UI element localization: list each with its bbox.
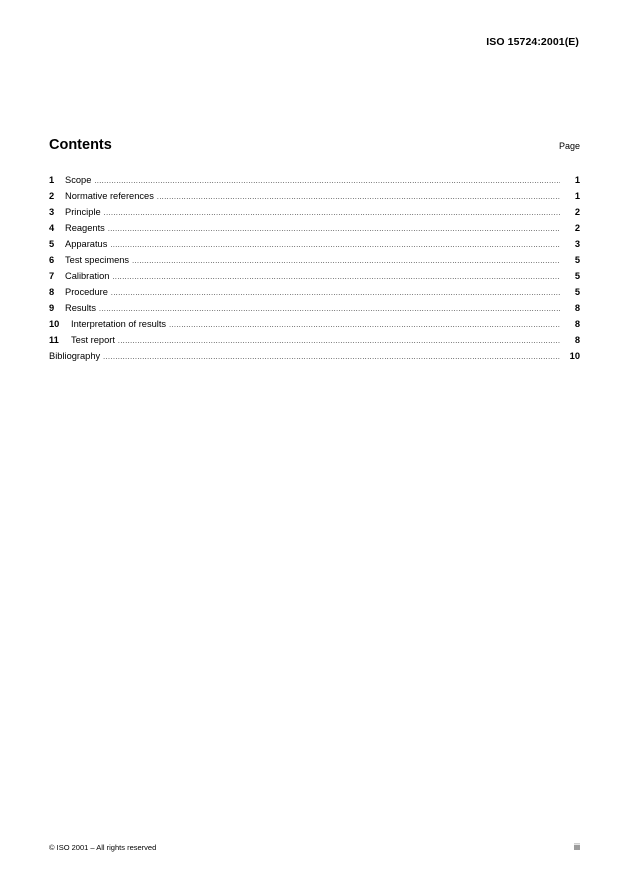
document-identifier: ISO 15724:2001(E) <box>486 36 579 48</box>
contents-header <box>49 137 580 153</box>
toc-leader-dots <box>112 270 560 286</box>
toc-entry-page: 1 <box>574 175 580 185</box>
page-column-label: Page <box>558 141 580 151</box>
toc-entry-number: 8 <box>49 287 55 297</box>
toc-entry-bibliography[interactable] <box>49 348 580 364</box>
toc-entry-page: 8 <box>574 319 580 329</box>
toc-entry-page: 2 <box>574 207 580 217</box>
toc-entry-page: 1 <box>574 191 580 201</box>
toc-entry-interpretation-of-results[interactable] <box>49 316 580 332</box>
toc-entry-number: 11 <box>49 335 59 345</box>
contents-title: Contents <box>49 137 112 153</box>
toc-entry-title: Test report <box>71 335 115 345</box>
page-footer <box>49 842 580 852</box>
toc-entry-page: 5 <box>574 255 580 265</box>
toc-leader-dots <box>110 238 560 254</box>
toc-entry-number: 10 <box>49 319 60 329</box>
toc-entry-page: 8 <box>574 335 580 345</box>
toc-entry-title: Scope <box>65 175 92 185</box>
toc-entry-title: Calibration <box>65 271 110 281</box>
toc-entry-page: 5 <box>574 287 580 297</box>
toc-entry-title: Procedure <box>65 287 108 297</box>
toc-entry-apparatus[interactable] <box>49 236 580 252</box>
toc-entry-number: 2 <box>49 191 55 201</box>
toc-entry-number: 6 <box>49 255 55 265</box>
toc-entry-page: 3 <box>574 239 580 249</box>
page-number: iii <box>574 842 580 852</box>
toc-leader-dots <box>118 334 560 350</box>
toc-leader-dots <box>132 254 560 270</box>
toc-leader-dots <box>108 222 560 238</box>
toc-entry-title: Interpretation of results <box>71 319 167 329</box>
toc-entry-page: 5 <box>574 271 580 281</box>
toc-entry-title: Results <box>65 303 97 313</box>
toc-entry-procedure[interactable] <box>49 284 580 300</box>
toc-leader-dots <box>169 318 560 334</box>
toc-entry-page: 8 <box>574 303 580 313</box>
toc-entry-number: 4 <box>49 223 55 233</box>
toc-entry-principle[interactable] <box>49 204 580 220</box>
toc-entry-page: 2 <box>574 223 580 233</box>
toc-entry-page: 10 <box>569 351 580 361</box>
toc-entry-test-report[interactable] <box>49 332 580 348</box>
toc-leader-dots <box>104 206 560 222</box>
toc-entry-reagents[interactable] <box>49 220 580 236</box>
toc-entry-calibration[interactable] <box>49 268 580 284</box>
toc-entry-number: 9 <box>49 303 55 313</box>
toc-entry-number: 5 <box>49 239 55 249</box>
toc-entry-title: Principle <box>65 207 101 217</box>
toc-entry-scope[interactable] <box>49 172 580 188</box>
table-of-contents <box>49 172 580 364</box>
toc-entry-title: Apparatus <box>65 239 108 249</box>
toc-entry-results[interactable] <box>49 300 580 316</box>
toc-leader-dots <box>103 350 560 366</box>
toc-entry-number: 7 <box>49 271 55 281</box>
toc-entry-title: Bibliography <box>49 351 101 361</box>
toc-leader-dots <box>94 174 560 190</box>
toc-entry-title: Reagents <box>65 223 105 233</box>
toc-leader-dots <box>111 286 560 302</box>
toc-leader-dots <box>157 190 560 206</box>
toc-entry-number: 1 <box>49 175 55 185</box>
toc-entry-number: 3 <box>49 207 55 217</box>
toc-entry-normative-references[interactable] <box>49 188 580 204</box>
toc-entry-title: Normative references <box>65 191 154 201</box>
copyright-notice: © ISO 2001 – All rights reserved <box>49 843 157 852</box>
toc-entry-title: Test specimens <box>65 255 130 265</box>
toc-entry-test-specimens[interactable] <box>49 252 580 268</box>
